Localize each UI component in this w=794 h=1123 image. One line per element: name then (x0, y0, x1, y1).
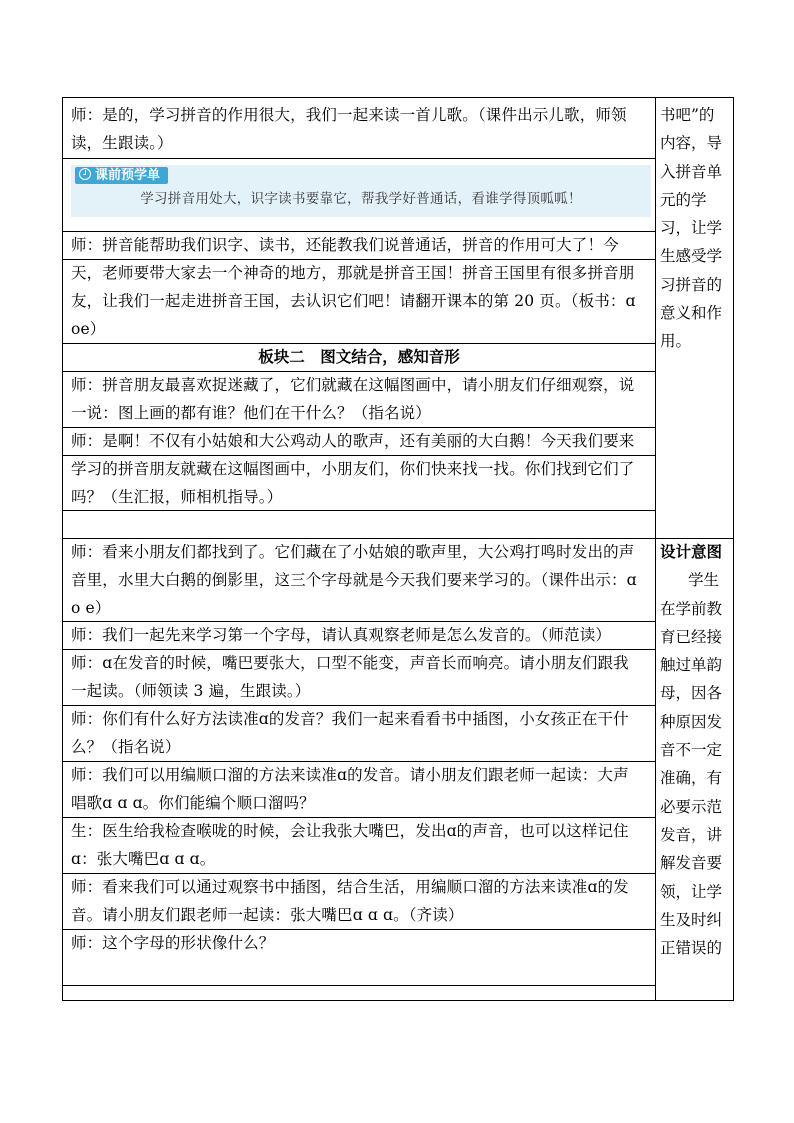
text-line: 读，生跟读。） (71, 134, 173, 152)
paragraph (71, 621, 651, 649)
preview-banner (71, 165, 651, 217)
paragraph (71, 371, 651, 427)
text-line: 师：我们一起先来学习第一个字母，请认真观察老师是怎么发音的。（师范读） (71, 626, 612, 644)
side-line: 学生 (688, 571, 720, 590)
text-line: 师：是的，学习拼音的作用很大，我们一起来读一首儿歌。（课件出示儿歌，师领 (71, 106, 627, 124)
text-line: 吗？（生汇报，师相机指导。） (71, 488, 283, 506)
side-line: 育已经接 (660, 627, 723, 646)
text-line: 师：我们可以用编顺口溜的方法来读准ɑ的发音。请小朋友们跟老师一起读：大声 (71, 766, 629, 784)
side-line: 触过单韵 (660, 656, 723, 675)
text-line: 师：你们有什么好方法读准ɑ的发音？我们一起来看看书中插图，小女孩正在干什 (71, 710, 629, 728)
column-divider (655, 98, 656, 1000)
text-line: 音里，水里大白鹅的倒影里，这三个字母就是今天我们要来学习的。（课件出示：ɑ (71, 571, 637, 589)
side-line: 在学前教 (660, 599, 723, 618)
text-line: 师：看来我们可以通过观察书中插图，结合生活，用编顺口溜的方法来读准ɑ的发 (71, 878, 629, 896)
side-line: 习，让学 (660, 219, 723, 238)
side-note-top (660, 101, 732, 356)
text-line: 师：拼音能帮助我们识字、读书，还能教我们说普通话，拼音的作用可大了！今 (71, 236, 619, 254)
paragraph (71, 761, 651, 817)
paragraph (71, 231, 651, 343)
side-line: 用。 (660, 332, 692, 351)
side-line: 入拼音单 (660, 162, 723, 181)
check-circle-icon (79, 168, 91, 180)
side-line: 必要示范 (660, 797, 723, 816)
text-line: 师：ɑ在发音的时候，嘴巴要张大，口型不能变，声音长而响亮。请小朋友们跟我 (71, 654, 629, 672)
text-line: 天，老师要带大家去一个神奇的地方，那就是拼音王国！拼音王国里有很多拼音朋 (71, 264, 635, 282)
lesson-table (62, 97, 734, 1001)
row-divider (63, 158, 655, 159)
side-line: 音不一定 (660, 741, 723, 760)
side-line: 正错误的 (660, 939, 723, 958)
side-line: 解发音要 (660, 854, 723, 873)
side-line: 准确，有 (660, 769, 723, 788)
section-heading: 板块二 图文结合，感知音形 (258, 347, 460, 366)
paragraph (71, 873, 651, 929)
banner-tag (75, 167, 168, 184)
paragraph (71, 705, 651, 761)
text-line: 唱歌ɑ ɑ ɑ。你们能编个顺口溜吗？ (71, 794, 315, 812)
side-title: 设计意图 (660, 542, 723, 561)
text-line: 一说：图上画的都有谁？他们在干什么？（指名说） (71, 404, 431, 422)
banner-text: 学习拼音用处大，识字读书要靠它，帮我学好普通话，看谁学得顶呱呱！ (140, 191, 582, 207)
text-line: 一起读。（师领读 3 遍，生跟读。） (71, 682, 311, 700)
banner-tag-label: 课前预学单 (95, 168, 161, 183)
text-line: ɑ：张大嘴巴ɑ ɑ ɑ。 (71, 850, 216, 868)
paragraph (71, 427, 651, 511)
side-line: 发音，讲 (660, 825, 723, 844)
side-line: 内容，导 (660, 134, 723, 153)
text-line: o e） (71, 599, 111, 617)
side-line: 领，让学 (660, 882, 723, 901)
side-note-design-intent (660, 538, 732, 962)
side-line: 书吧”的 (660, 106, 715, 124)
text-line: 生：医生给我检查喉咙的时候，会让我张大嘴巴，发出ɑ的声音，也可以这样记住 (71, 822, 629, 840)
text-line: 友，让我们一起走进拼音王国，去认识它们吧！请翻开课本的第 20 页。（板书：ɑ (71, 292, 636, 310)
text-line: 师：看来小朋友们都找到了。它们藏在了小姑娘的歌声里，大公鸡打鸣时发出的声 (71, 543, 635, 561)
text-line: 学习的拼音朋友就藏在这幅图画中，小朋友们，你们快来找一找。你们找到它们了 (71, 460, 635, 478)
text-line: 音。请小朋友们跟老师一起读：张大嘴巴ɑ ɑ ɑ。（齐读） (71, 906, 464, 924)
text-line: oe） (71, 320, 106, 338)
side-line: 母，因各 (660, 684, 723, 703)
side-line: 意义和作 (660, 304, 723, 323)
paragraph (71, 538, 651, 622)
side-line: 生感受学 (660, 247, 723, 266)
paragraph (71, 649, 651, 705)
side-line: 生及时纠 (660, 910, 723, 929)
paragraph (71, 929, 651, 957)
paragraph (71, 101, 651, 157)
row-divider (63, 985, 655, 986)
text-line: 么？（指名说） (71, 738, 181, 756)
text-line: 师：是啊！不仅有小姑娘和大公鸡动人的歌声，还有美丽的大白鹅！今天我们要来 (71, 432, 635, 450)
side-line: 习拼音的 (660, 275, 723, 294)
paragraph (71, 817, 651, 873)
text-line: 师：这个字母的形状像什么？ (71, 934, 275, 952)
text-line: 师：拼音朋友最喜欢捉迷藏了，它们就藏在这幅图画中，请小朋友们仔细观察，说 (71, 376, 635, 394)
side-line: 种原因发 (660, 712, 723, 731)
side-line: 元的学 (660, 190, 707, 209)
